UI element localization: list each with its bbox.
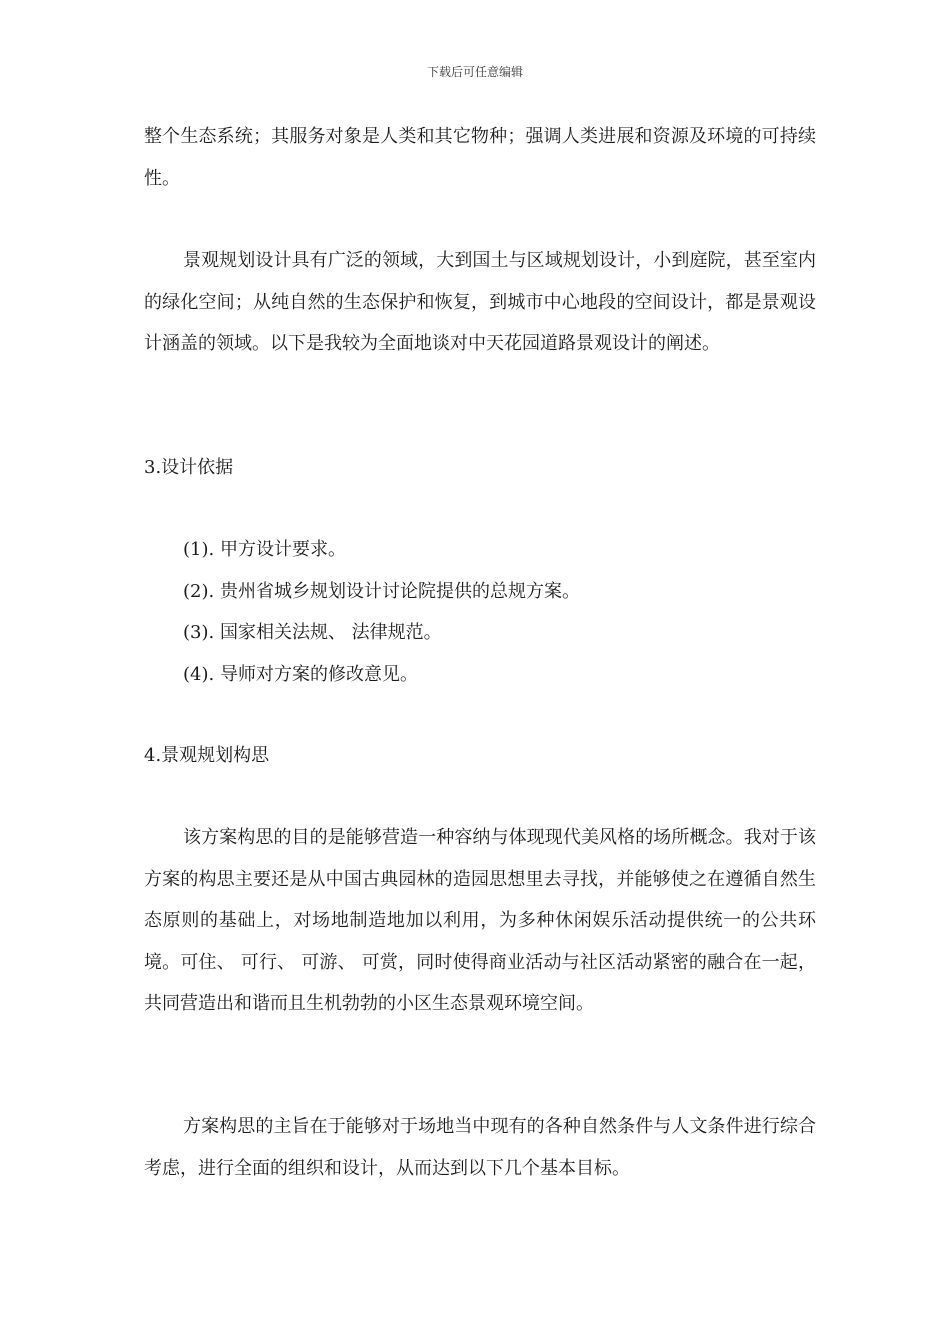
paragraph-concept-goal: 该方案构思的目的是能够营造一种容纳与体现现代美风格的场所概念。我对于该方案的构思主要还是从中国古典园林的造园思想里去寻找，并能够使之在遵循自然生态原则的基础上，对场地制造地加以利用，为多种休闲娱乐活动提供统一的公共环境。可住、 可行、 可游、 可赏，同时使得商业活动与社区活动紧密的融合在一起，共同营造出和谐而且生机勃勃的小区生态景观环境空间。 — [144, 827, 816, 1014]
paragraph-landscape-scope: 景观规划设计具有广泛的领域，大到国土与区域规划设计，小到庭院，甚至室内的绿化空间；从纯自然的生态保护和恢复，到城市中心地段的空间设计，都是景观设计涵盖的领域。以下是我较为全面地谈对中天花园道路景观设计的阐述。 — [144, 250, 816, 354]
list-item-1: (1). 甲方设计要求。 — [183, 539, 346, 560]
list-item-3: (3). 国家相关法规、 法律规范。 — [183, 622, 442, 643]
list-item-2: (2). 贵州省城乡规划设计讨论院提供的总规方案。 — [183, 581, 580, 602]
list-item-4: (4). 导师对方案的修改意见。 — [183, 664, 418, 685]
paragraph-ecosystem: 整个生态系统；其服务对象是人类和其它物种；强调人类进展和资源及环境的可持续性。 — [144, 126, 816, 189]
paragraph-concept-purpose: 方案构思的主旨在于能够对于场地当中现有的各种自然条件与人文条件进行综合考虑，进行全面的组织和设计，从而达到以下几个基本目标。 — [144, 1116, 816, 1179]
section-heading-landscape-concept: 4.景观规划构思 — [144, 745, 270, 766]
section-heading-design-basis: 3.设计依据 — [144, 457, 234, 478]
page-header: 下载后可任意编辑 — [426, 65, 523, 79]
